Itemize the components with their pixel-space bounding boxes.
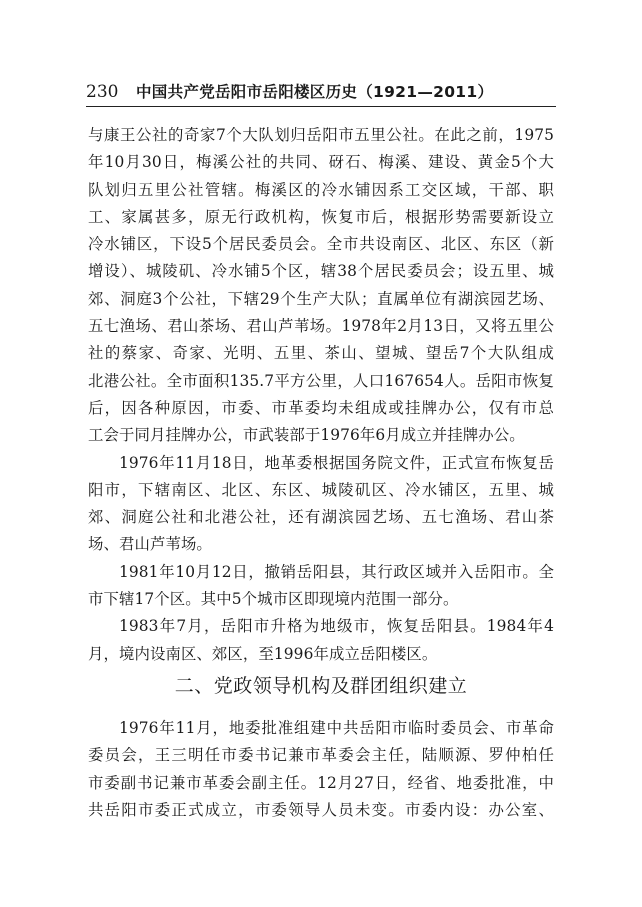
text-line: 年10月30日，梅溪公社的共同、砑石、梅溪、建设、黄金5个大: [88, 153, 554, 172]
text-line: 五七渔场、君山茶场、君山芦苇场。1978年2月13日，又将五里公: [88, 317, 554, 336]
text-line: 委员会，王三明任市委书记兼市革委会主任，陆顺源、罗仲柏任: [88, 746, 554, 765]
text-line: 阳市，下辖南区、北区、东区、城陵矶区、冷水铺区，五里、城: [88, 480, 554, 499]
text-line: 1983年7月，岳阳市升格为地级市，恢复岳阳县。1984年4: [119, 617, 554, 636]
text-line: 工、家属甚多，原无行政机构，恢复市后，根据形势需要新设立: [88, 207, 554, 226]
paragraph: [88, 715, 554, 824]
paragraph: [88, 559, 554, 614]
book-title: 中国共产党岳阳市岳阳楼区历史（1921—2011）: [136, 83, 494, 101]
paragraph: [88, 122, 554, 450]
section-heading: 二、党政领导机构及群团组织建立: [174, 675, 468, 697]
section-body-text: [88, 715, 554, 824]
text-line: 工会于同月挂牌办公，市武装部于1976年6月成立并挂牌办公。: [88, 426, 525, 445]
header-rule: [86, 106, 556, 107]
text-line: 队划归五里公社管辖。梅溪区的冷水铺因系工交区域，干部、职: [88, 180, 554, 199]
paragraph: [88, 450, 554, 559]
text-line: 冷水铺区，下设5个居民委员会。全市共设南区、北区、东区（新: [88, 235, 554, 254]
paragraph: [88, 613, 554, 668]
text-line: 市委副书记兼市革委会副主任。12月27日，经省、地委批准，中: [88, 773, 554, 792]
page-number: 230: [86, 82, 119, 102]
text-line: 与康王公社的奇家7个大队划归岳阳市五里公社。在此之前，1975: [88, 126, 554, 144]
body-text: [88, 122, 554, 668]
running-header: [86, 76, 556, 102]
text-line: 1981年10月12日，撤销岳阳县，其行政区域并入岳阳市。全: [119, 562, 554, 581]
text-line: 后，因各种原因，市委、市革委均未组成或挂牌办公，仅有市总: [88, 398, 554, 417]
text-line: 场、君山芦苇场。: [88, 535, 212, 554]
text-line: 月，境内设南区、郊区，至1996年成立岳阳楼区。: [88, 644, 438, 663]
text-line: 增设）、城陵矶、冷水铺5个区，辖38个居民委员会；设五里、城: [88, 262, 554, 281]
text-line: 郊、洞庭公社和北港公社，还有湖滨园艺场、五七渔场、君山茶: [88, 508, 554, 527]
text-line: 市下辖17个区。其中5个城市区即现境内范围一部分。: [88, 590, 459, 609]
text-line: 1976年11月18日，地革委根据国务院文件，正式宣布恢复岳: [119, 453, 554, 472]
text-line: 1976年11月，地委批准组建中共岳阳市临时委员会、市革命: [119, 719, 554, 737]
text-line: 郊、洞庭3个公社，下辖29个生产大队；直属单位有湖滨园艺场、: [88, 289, 554, 308]
text-line: 北港公社。全市面积135.7平方公里，人口167654人。岳阳市恢复: [88, 371, 554, 390]
text-line: 共岳阳市委正式成立，市委领导人员未变。市委内设：办公室、: [88, 800, 554, 819]
text-line: 社的蔡家、奇家、光明、五里、茶山、望城、望岳7个大队组成: [88, 344, 554, 363]
